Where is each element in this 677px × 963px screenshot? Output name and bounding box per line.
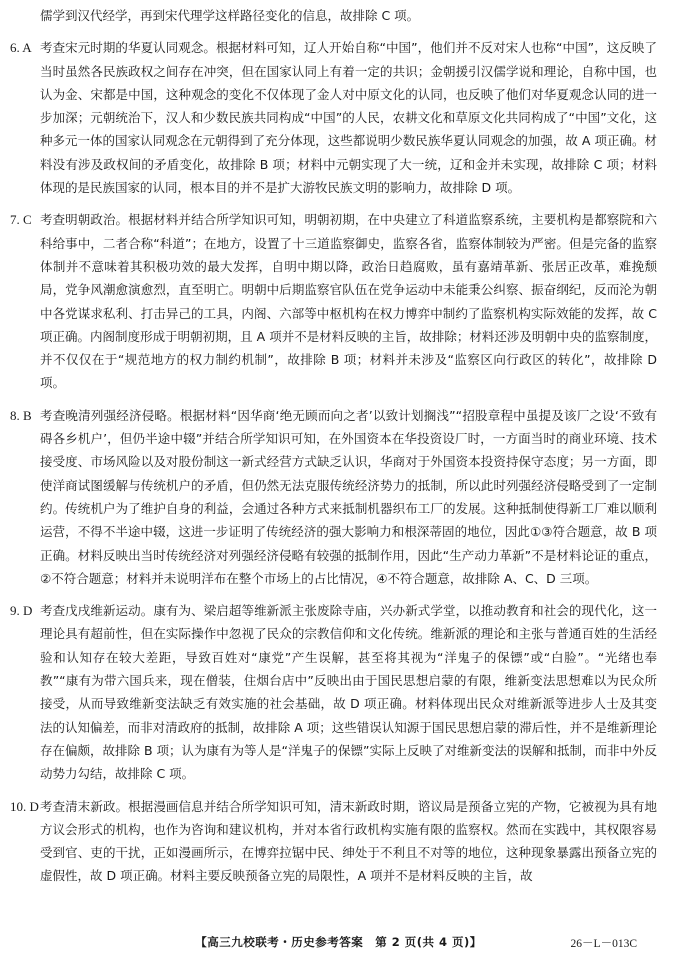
document-code: 26－L－013C bbox=[570, 938, 637, 950]
answer-label: 7. C bbox=[10, 212, 32, 228]
answer-item-8 bbox=[10, 404, 657, 590]
answer-text: 考查晚清列强经济侵略。根据材料“因华商‘绝无顾而向之者’以致计划搁浅”“招股章程中虽提及该厂之设‘不致有碍各乡机户’，但仍半途中辍”并结合所学知识可知，在外国资本在华投资设厂时，一方面当时的商业环境、技术接受度、市场风险以及对股份制这一新式经营方式缺乏认识，华商对于外国资本投资持保守态度；另一方面，即使洋商试图缓解与传统机户的矛盾，但仍然无法克服传统经济势力的抵制，所以此时列强经济侵略受到了一定制约。传统机户为了维护自身的利益，会通过各种方式来抵制机器织布工厂的发展。这种抵制使得新工厂难以顺利运营，不得不半途中辍，这进一步证明了传统经济的强大影响力和根深蒂固的地位，因此①③符合题意，故 B 项正确。材料反映出当时传统经济对列强经济侵略有较强的抵制作用，因此“生产动力革新”不是材料论证的重点，②不符合题意；材料并未说明洋布在整个市场上的占比情况，④不符合题意，故排除 A、C、D 三项。 bbox=[40, 407, 657, 586]
answer-text: 考查戊戌维新运动。康有为、梁启超等维新派主张废除寺庙，兴办新式学堂，以推动教育和社会的现代化，这一理论具有超前性，但在实际操作中忽视了民众的宗教信仰和文化传统。维新派的理论和主张与普通百姓的生活经验和认知存在较大差距，导致百姓对“康党”产生误解，甚至将其视为“洋鬼子的保镖”或“白脸”。“光绪也奉教”“康有为带六国兵来，现在僧装，住烟台店中”反映出由于国民思想启蒙的有限，维新变法思想难以为民众所接受，从而导致维新变法缺乏有效实施的社会基础，故 D 项正确。材料体现出民众对维新派等进步人士及其变法的认知偏差，而非对清政府的抵制，故排除 A 项；这些错误认知源于国民思想启蒙的滞后性，并不是维新理论存在偏颇，故排除 B 项；认为康有为等人是“洋鬼子的保镖”实际上反映了对维新变法的误解和抵制，而非中外反动势力勾结，故排除 C 项。 bbox=[40, 603, 657, 782]
answer-label: 6. A bbox=[10, 40, 32, 56]
answer-item-10 bbox=[10, 795, 657, 888]
footer-title: 【高三九校联考・历史参考答案 第 2 页(共 4 页)】 bbox=[195, 935, 482, 949]
answer-text: 考查宋元时期的华夏认同观念。根据材料可知，辽人开始自称“中国”，他们并不反对宋人也称“中国”，这反映了当时虽然各民族政权之间存在冲突，但在国家认同上有着一定的共识；金朝援引汉儒学说和理论，自称中国，也认为金、宋都是中国，这种观念的变化不仅体现了金人对中原文化的认同，也反映了他们对华夏观念认同的进一步加深；元朝统治下，汉人和少数民族共同构成“中国”的人民，农耕文化和草原文化共同构成了“中国”文化，这种多元一体的国家认同观念在元朝得到了充分体现，这些都说明少数民族华夏认同观念的加强，故 A 项正确。材料没有涉及政权间的矛盾变化，故排除 B 项；材料中元朝实现了大一统，辽和金并未实现，故排除 C 项；材料体现的是民族国家的认同，根本目的并不是扩大游牧民族文明的影响力，故排除 D 项。 bbox=[40, 40, 657, 196]
answer-label: 8. B bbox=[10, 407, 32, 423]
answer-item-6 bbox=[10, 36, 657, 199]
answer-item-7 bbox=[10, 208, 657, 394]
answer-text: 考查清末新政。根据漫画信息并结合所学知识可知，清末新政时期，谘议局是预备立宪的产物，它被视为具有地方议会形式的机构，也作为咨询和建议机构，并对本省行政机构实施有限的监察权。然而在实践中，其权限容易受到官、吏的干扰，正如漫画所示，在博弈拉锯中民、绅处于不利且不对等的地位，这种现象暴露出预备立宪的虚假性，故 D 项正确。材料主要反映预备立宪的局限性，A 项并不是材料反映的主旨，故 bbox=[40, 798, 657, 884]
answer-text: 考查明朝政治。根据材料并结合所学知识可知，明朝初期，在中央建立了科道监察系统，主要机构是都察院和六科给事中，二者合称“科道”；在地方，设置了十三道监察御史，监察各省，监察体制较为严密。但是完备的监察体制并不意味着其积极功效的最大发挥，自明中期以降，政治日趋腐败，虽有嘉靖革新、张居正改革，难挽颓局，党争风潮愈演愈烈，直至明亡。明朝中后期监察官队伍在党争运动中未能秉公纠察、振奋纲纪，反而沦为朝中各党谋求私利、打击异己的工具，内阁、六部等中枢机构在权力博弈中制约了监察机构实际效能的发挥，故 C 项正确。内阁制度形成于明朝初期，且 A 项并不是材料反映的主旨，故排除；材料还涉及明朝中央的监察制度，并不仅仅在于“规范地方的权力制约机制”，故排除 B 项；材料并未涉及“监察区向行政区的转化”，故排除 D 项。 bbox=[40, 212, 657, 391]
answer-label: 9. D bbox=[10, 603, 33, 619]
answer-label: 10. D bbox=[10, 798, 39, 814]
answer-item-9 bbox=[10, 599, 657, 785]
page-footer bbox=[0, 932, 677, 954]
continued-text: 儒学到汉代经学，再到宋代理学这样路径变化的信息，故排除 C 项。 bbox=[40, 8, 420, 23]
